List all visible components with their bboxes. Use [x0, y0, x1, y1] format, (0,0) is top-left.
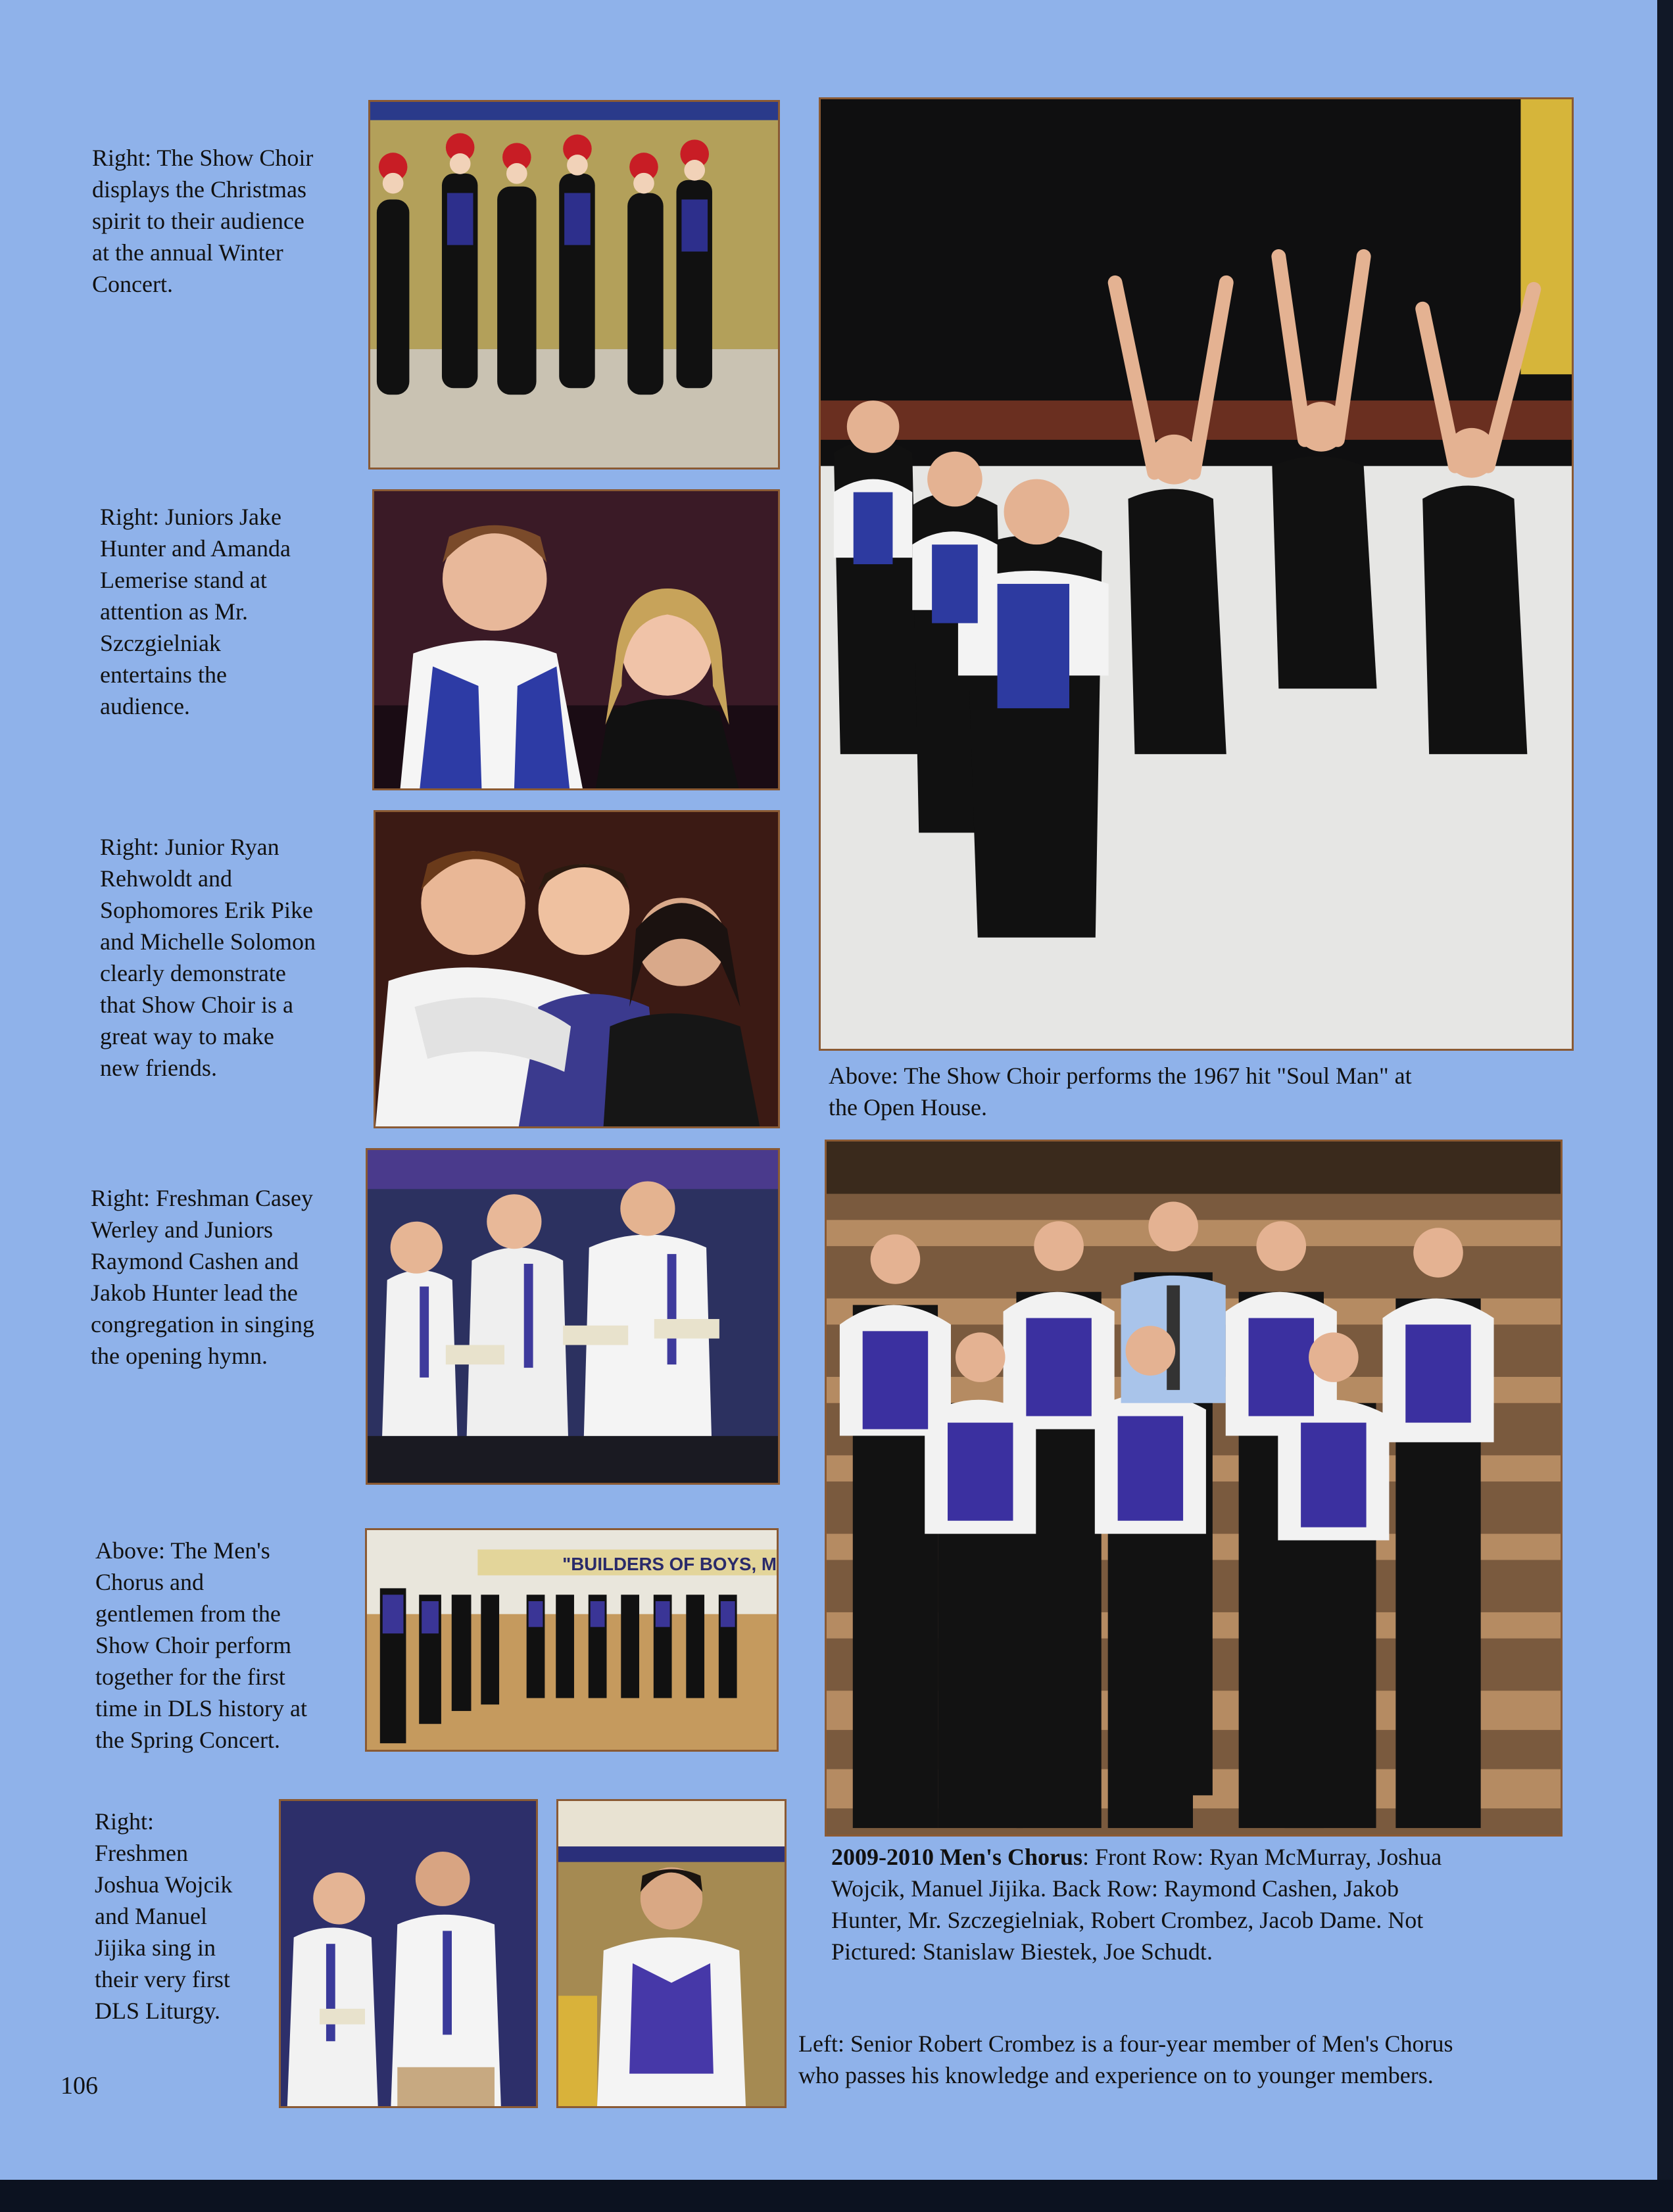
caption-juniors: Right: Juniors Jake Hunter and Amanda Lemerise stand at attention as Mr. Szczgielniak entertains the audience.	[100, 504, 291, 719]
caption-mens-chorus-names: : Front Row: Ryan McMurray, Joshua Wojcik, Manuel Jijika. Back Row: Raymond Cashen, Jakob Hunter, Mr. Szczegielniak, Robert Crombez, Jacob Dame. Not Pictured: Stanislaw Biestek, Joe Schudt.	[831, 1844, 1442, 1965]
photo-friends-hug	[374, 810, 780, 1128]
page-bottom-band	[0, 2180, 1673, 2212]
caption-soul-man: Above: The Show Choir performs the 1967 hit "Soul Man" at the Open House.	[829, 1063, 1412, 1120]
caption-mens-chorus	[831, 1841, 1442, 1967]
page-number: 106	[61, 2072, 98, 2100]
caption-christmas-concert: Right: The Show Choir displays the Christmas spirit to their audience at the annual Winter Concert.	[92, 145, 314, 297]
caption-opening-hymn: Right: Freshman Casey Werley and Juniors Raymond Cashen and Jakob Hunter lead the congregation in singing the opening hymn.	[91, 1185, 314, 1369]
photo-mens-chorus-group	[825, 1140, 1563, 1837]
photo-dls-liturgy	[279, 1799, 538, 2108]
caption-mens-chorus-title: 2009-2010 Men's Chorus	[831, 1844, 1083, 1870]
caption-liturgy: Right: Freshmen Joshua Wojcik and Manuel Jijika sing in their very first DLS Liturgy.	[95, 1808, 233, 2024]
photo-opening-hymn	[366, 1148, 780, 1485]
photo-soul-man-performance	[819, 97, 1574, 1051]
caption-robert-crombez: Left: Senior Robert Crombez is a four-year member of Men's Chorus who passes his knowledge and experience on to younger members.	[798, 2031, 1453, 2088]
photo-juniors-jake-amanda	[372, 489, 780, 790]
photo-christmas-show-choir	[368, 100, 780, 469]
banner-text: "BUILDERS OF BOYS, M	[562, 1554, 777, 1574]
photo-robert-crombez	[556, 1799, 787, 2108]
caption-spring-concert: Above: The Men's Chorus and gentlemen from the Show Choir perform together for the first time in DLS history at the Spring Concert.	[95, 1537, 307, 1753]
caption-new-friends: Right: Junior Ryan Rehwoldt and Sophomores Erik Pike and Michelle Solomon clearly demonstrate that Show Choir is a great way to make new friends.	[100, 834, 316, 1081]
photo-spring-concert	[365, 1528, 779, 1752]
page-right-edge	[1657, 0, 1673, 2180]
